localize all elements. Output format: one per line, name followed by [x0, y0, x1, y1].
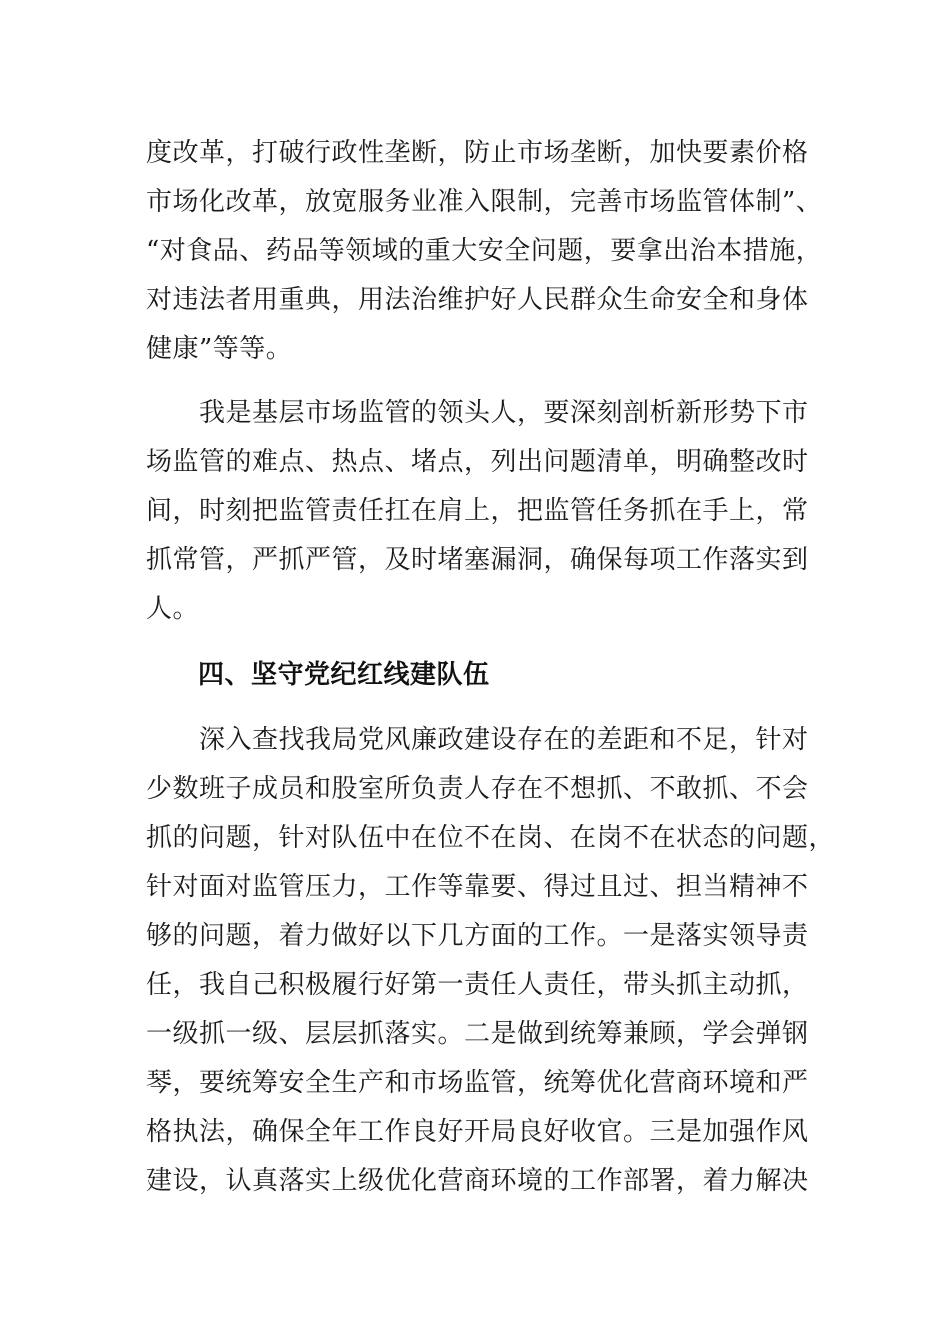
- text-line: 建设，认真落实上级优化营商环境的工作部署，着力解决: [146, 1166, 809, 1196]
- text-line: 场监管的难点、热点、堵点，列出问题清单，明确整改时: [146, 447, 809, 477]
- section-heading: 四、坚守党纪红线建队伍: [198, 660, 490, 690]
- text-line: 对违法者用重典，用法治维护好人民群众生命安全和身体: [146, 285, 809, 315]
- text-line: 琴，要统筹安全生产和市场监管，统筹优化营商环境和严: [146, 1068, 809, 1098]
- paragraph-continued: [146, 129, 823, 374]
- text-line: 度改革，打破行政性垄断，防止市场垄断，加快要素价格: [146, 138, 809, 168]
- text-line: 深入查找我局党风廉政建设存在的差距和不足，针对: [146, 725, 809, 755]
- text-line: 人。: [146, 594, 200, 624]
- text-line: 抓的问题，针对队伍中在位不在岗、在岗不在状态的问题，: [146, 823, 836, 853]
- text-line: 针对面对监管压力，工作等靠要、得过且过、担当精神不: [146, 872, 809, 902]
- text-line: 任，我自己积极履行好第一责任人责任，带头抓主动抓，: [146, 970, 809, 1000]
- text-line: “对食品、药品等领域的重大安全问题，要拿出治本措施，: [146, 236, 823, 266]
- text-line: 健康”等等。: [146, 334, 293, 364]
- text-line: 抓常管，严抓严管，及时堵塞漏洞，确保每项工作落实到: [146, 545, 809, 575]
- text-line: 市场化改革，放宽服务业准入限制，完善市场监管体制”、: [146, 187, 823, 217]
- text-line: 够的问题，着力做好以下几方面的工作。一是落实领导责: [146, 921, 809, 951]
- paragraph-3: [146, 716, 836, 1206]
- text-line: 一级抓一级、层层抓落实。二是做到统筹兼顾，学会弹钢: [146, 1019, 809, 1049]
- text-line: 少数班子成员和股室所负责人存在不想抓、不敢抓、不会: [146, 774, 809, 804]
- text-line: 我是基层市场监管的领头人，要深刻剖析新形势下市: [146, 398, 809, 428]
- paragraph-2: [146, 389, 809, 634]
- text-line: 格执法，确保全年工作良好开局良好收官。三是加强作风: [146, 1117, 809, 1147]
- text-line: 间，时刻把监管责任扛在肩上，把监管任务抓在手上，常: [146, 496, 809, 526]
